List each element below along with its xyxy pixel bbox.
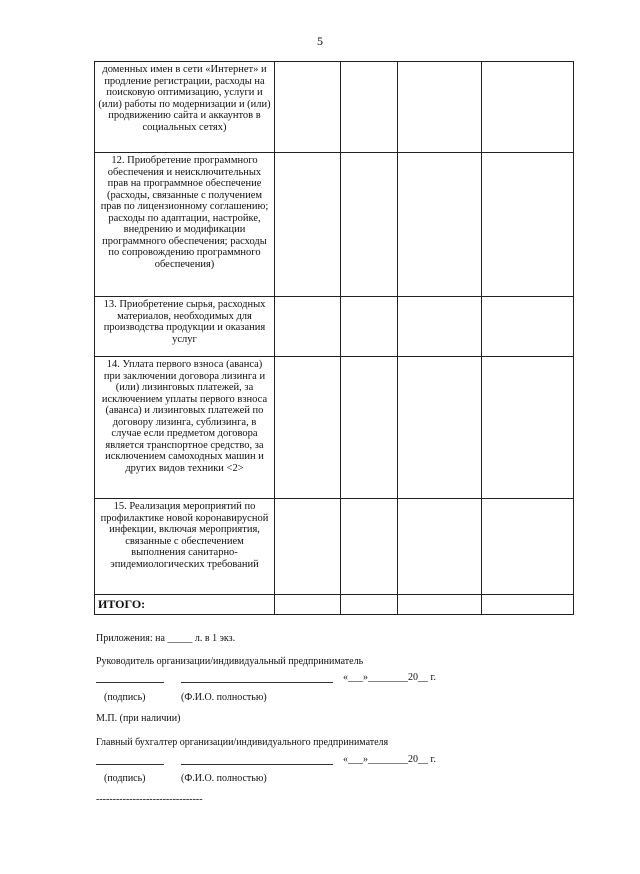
total-row [95, 595, 574, 615]
empty-cell [341, 499, 398, 595]
empty-cell [482, 153, 574, 297]
footnote-divider: -------------------------------- [96, 794, 203, 805]
signature-line [96, 682, 164, 683]
row-description: доменных имен в сети «Интернет» и продление регистрации, расходы на поисковую оптимизацию, услуги и (или) работы по модернизации и (или) продвижению сайта и аккаунтов в социальных сетях) [95, 62, 275, 153]
empty-cell [482, 499, 574, 595]
empty-cell [341, 357, 398, 499]
empty-cell [398, 297, 482, 357]
empty-cell [275, 62, 341, 153]
table-row [95, 153, 574, 297]
empty-cell [482, 357, 574, 499]
accountant-title: Главный бухгалтер организации/индивидуального предпринимателя [96, 737, 389, 748]
accountant-name-label: (Ф.И.О. полностью) [181, 773, 267, 784]
name-line [181, 764, 333, 765]
row-description: 15. Реализация мероприятий по профилактике новой коронавирусной инфекции, включая мероприятия, связанные с обеспечением выполнения санитарно-эпидемиологических требований [95, 499, 275, 595]
empty-cell [341, 595, 398, 615]
stamp-label: М.П. (при наличии) [96, 713, 181, 724]
head-name-label: (Ф.И.О. полностью) [181, 692, 267, 703]
row-description: 12. Приобретение программного обеспечения и неисключительных прав на программное обеспечение (расходы, связанные с получением прав по лицензионному соглашению; расходы по адаптации, настройке, внедрению и модификации программного обеспечения; расходы по сопровождению программного обеспечения) [95, 153, 275, 297]
empty-cell [275, 297, 341, 357]
empty-cell [398, 595, 482, 615]
accountant-signature-label: (подпись) [104, 773, 146, 784]
table-row [95, 62, 574, 153]
empty-cell [275, 595, 341, 615]
empty-cell [275, 153, 341, 297]
expense-table [94, 61, 574, 615]
empty-cell [398, 62, 482, 153]
table-row [95, 297, 574, 357]
head-date: «___»________20__ г. [343, 672, 436, 683]
empty-cell [398, 357, 482, 499]
accountant-date: «___»________20__ г. [343, 754, 436, 765]
empty-cell [482, 595, 574, 615]
name-line [181, 682, 333, 683]
empty-cell [341, 297, 398, 357]
row-description: 14. Уплата первого взноса (аванса) при заключении договора лизинга и (или) лизинговых платежей, за исключением уплаты первого взноса (аванса) и лизинговых платежей по договору лизинга, сублизинга, в случае если предметом договора является транспортное средство, за исключением самоходных машин и других видов техники <2> [95, 357, 275, 499]
page-number: 5 [317, 34, 323, 48]
empty-cell [275, 499, 341, 595]
table-row [95, 357, 574, 499]
total-label: ИТОГО: [95, 595, 275, 615]
empty-cell [275, 357, 341, 499]
empty-cell [482, 297, 574, 357]
head-title: Руководитель организации/индивидуальный предприниматель [96, 656, 364, 667]
empty-cell [398, 153, 482, 297]
head-signature-label: (подпись) [104, 692, 146, 703]
empty-cell [341, 62, 398, 153]
table-row [95, 499, 574, 595]
attachments-line: Приложения: на _____ л. в 1 экз. [96, 633, 236, 644]
empty-cell [398, 499, 482, 595]
signature-line [96, 764, 164, 765]
empty-cell [482, 62, 574, 153]
empty-cell [341, 153, 398, 297]
row-description: 13. Приобретение сырья, расходных материалов, необходимых для производства продукции и оказания услуг [95, 297, 275, 357]
